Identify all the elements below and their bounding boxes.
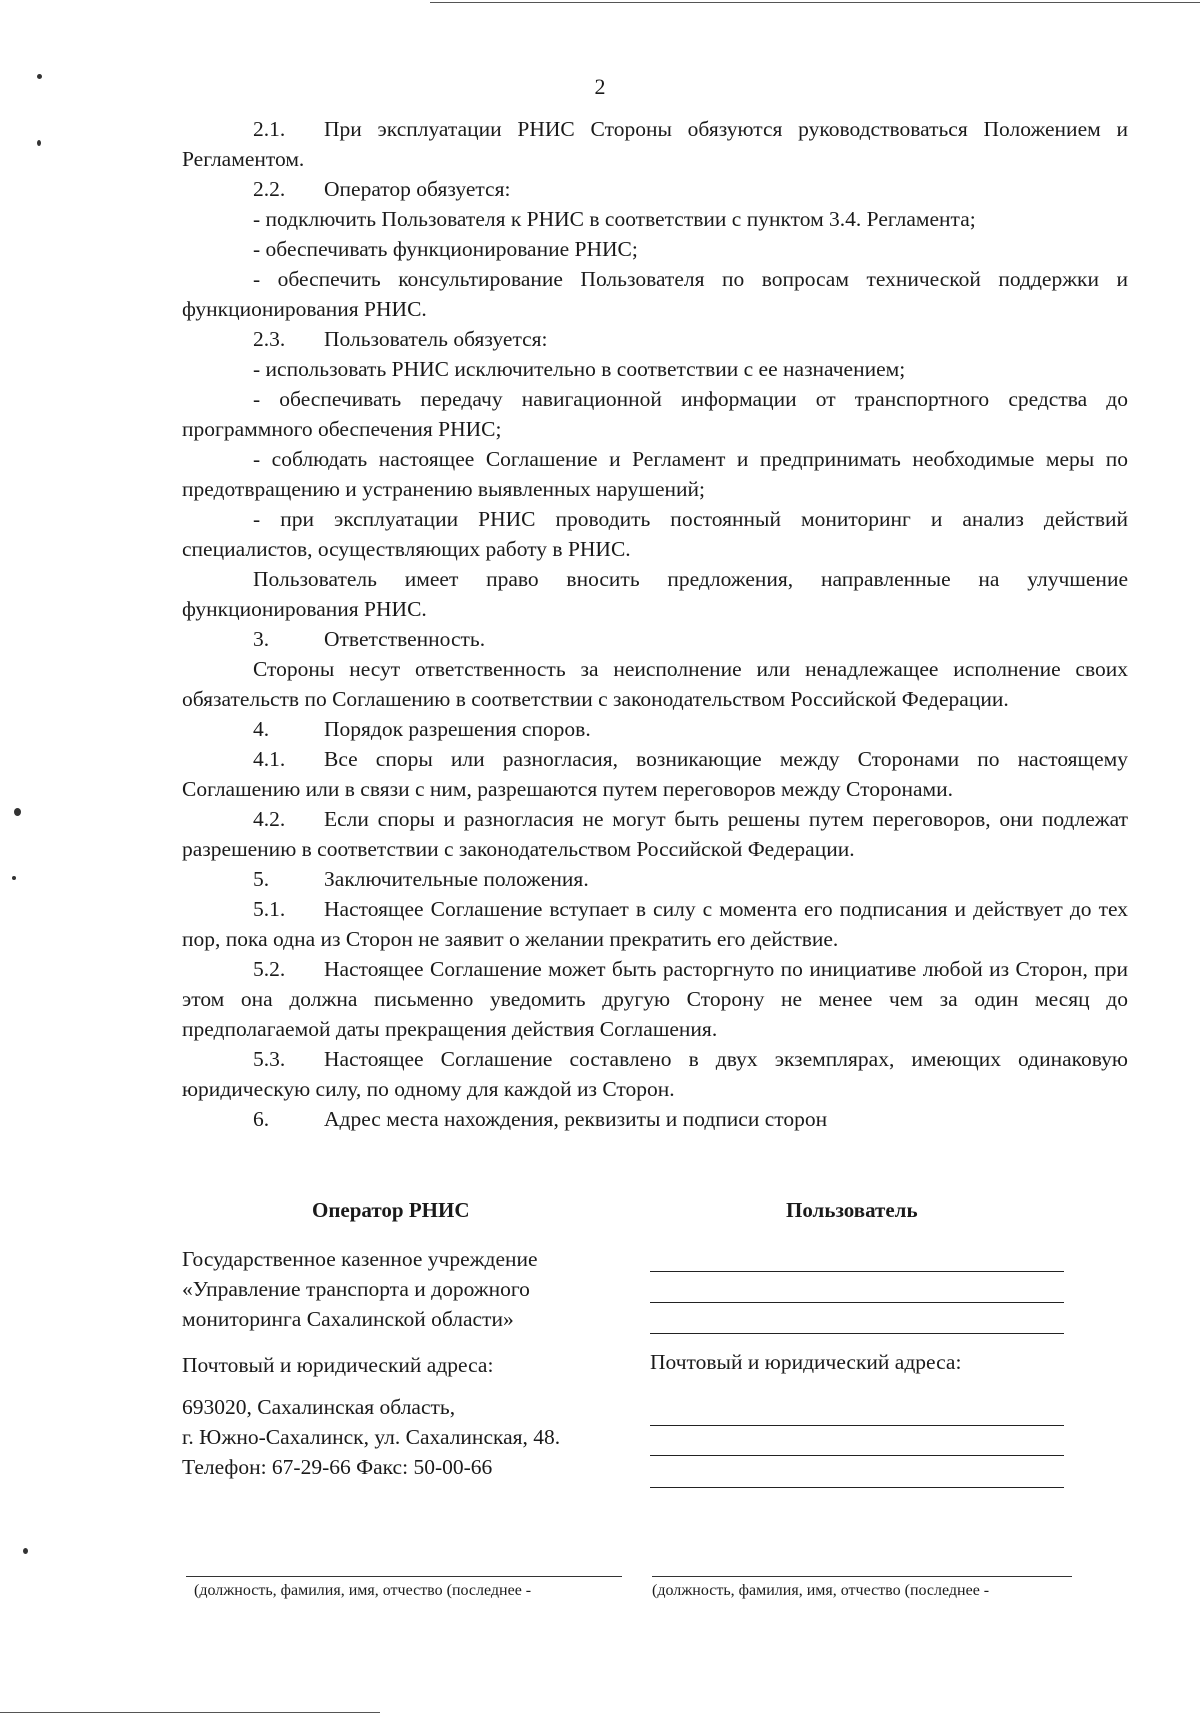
section-heading [182, 714, 1128, 744]
user-address-blank[interactable] [650, 1425, 1064, 1426]
address-line: Телефон: 67-29-66 Факс: 50-00-66 [182, 1455, 493, 1479]
address-line: 693020, Сахалинская область, [182, 1395, 456, 1419]
clause-text: Настоящее Соглашение составлено в двух экземплярах, имеющих одинаковую юридическую силу, по одному для каждой из Сторон. [182, 1047, 1128, 1101]
section-title: Адрес места нахождения, реквизиты и подписи сторон [324, 1107, 828, 1131]
list-item-text: - при эксплуатации РНИС проводить постоянный мониторинг и анализ действий специалистов, осуществляющих работу в РНИС. [182, 507, 1128, 561]
list-item-text: - использовать РНИС исключительно в соответствии с ее назначением; [253, 357, 906, 381]
section-title: Заключительные положения. [324, 867, 589, 891]
user-address-label: Почтовый и юридический адреса: [650, 1350, 962, 1374]
org-line: мониторинга Сахалинской области» [182, 1307, 514, 1331]
paragraph-text: Пользователь имеет право вносить предложения, направленные на улучшение функционирования РНИС. [182, 567, 1128, 621]
user-name-blank[interactable] [650, 1271, 1064, 1272]
list-item [182, 234, 1128, 264]
section-number: 3. [253, 627, 270, 651]
clause-number: 5.1. [253, 897, 286, 921]
clause-paragraph [182, 174, 1128, 204]
list-item-text: - обеспечивать функционирование РНИС; [253, 237, 638, 261]
section-heading [182, 624, 1128, 654]
user-name-blank[interactable] [650, 1333, 1064, 1334]
operator-address [182, 1392, 560, 1482]
agreement-body [182, 114, 1128, 1134]
clause-paragraph [182, 894, 1128, 954]
org-line: Государственное казенное учреждение [182, 1247, 538, 1271]
section-title: Порядок разрешения споров. [324, 717, 591, 741]
clause-text: Настоящее Соглашение может быть расторгнуто по инициативе любой из Сторон, при этом она должна письменно уведомить другую Сторону не менее чем за один месяц до предполагаемой даты прекращения действия Соглашения. [182, 957, 1128, 1041]
operator-organization [182, 1244, 538, 1334]
list-item [182, 204, 1128, 234]
list-item-text: - соблюдать настоящее Соглашение и Регламент и предпринимать необходимые меры по предотвращению и устранению выявленных нарушений; [182, 447, 1128, 501]
clause-number: 4.2. [253, 807, 286, 831]
clause-text: Настоящее Соглашение вступает в силу с момента его подписания и действует до тех пор, пока одна из Сторон не заявит о желании прекратить его действие. [182, 897, 1128, 951]
clause-text: При эксплуатации РНИС Стороны обязуются руководствоваться Положением и Регламентом. [182, 117, 1128, 171]
clause-number: 2.1. [253, 117, 286, 141]
list-item [182, 264, 1128, 324]
clause-paragraph [182, 804, 1128, 864]
clause-text: Оператор обязуется: [324, 177, 511, 201]
scan-speck [37, 140, 41, 146]
org-line: «Управление транспорта и дорожного [182, 1277, 530, 1301]
clause-paragraph [182, 954, 1128, 1044]
user-name-blank[interactable] [650, 1302, 1064, 1303]
list-item [182, 354, 1128, 384]
user-signature-line[interactable] [652, 1576, 1072, 1577]
section-heading [182, 1104, 1128, 1134]
scan-speck [14, 808, 21, 816]
scan-speck [12, 876, 16, 880]
list-item [182, 504, 1128, 564]
list-item [182, 444, 1128, 504]
user-address-blank[interactable] [650, 1455, 1064, 1456]
scan-edge-bottom [0, 1712, 380, 1713]
clause-text: Все споры или разногласия, возникающие между Сторонами по настоящему Соглашению или в связи с ним, разрешаются путем переговоров между Сторонами. [182, 747, 1128, 801]
list-item-text: - обеспечить консультирование Пользователя по вопросам технической поддержки и функционирования РНИС. [182, 267, 1128, 321]
clause-number: 2.3. [253, 327, 286, 351]
user-address-blank[interactable] [650, 1487, 1064, 1488]
section-number: 5. [253, 867, 270, 891]
section-number: 6. [253, 1107, 270, 1131]
section-number: 4. [253, 717, 270, 741]
list-item-text: - обеспечивать передачу навигационной информации от транспортного средства до программного обеспечения РНИС; [182, 387, 1128, 441]
clause-paragraph [182, 744, 1128, 804]
section-title: Ответственность. [324, 627, 486, 651]
section-heading [182, 864, 1128, 894]
user-title: Пользователь [786, 1198, 918, 1222]
operator-address-label: Почтовый и юридический адреса: [182, 1353, 494, 1377]
operator-title: Оператор РНИС [312, 1198, 470, 1222]
clause-number: 2.2. [253, 177, 286, 201]
clause-text: Пользователь обязуется: [324, 327, 548, 351]
operator-signature-line[interactable] [186, 1576, 622, 1577]
scan-edge-top [430, 2, 1200, 3]
body-paragraph [182, 564, 1128, 624]
address-line: г. Южно-Сахалинск, ул. Сахалинская, 48. [182, 1425, 561, 1449]
user-signature-caption: (должность, фамилия, имя, отчество (последнее - [652, 1582, 990, 1599]
clause-number: 5.3. [253, 1047, 286, 1071]
clause-paragraph [182, 324, 1128, 354]
clause-paragraph [182, 1044, 1128, 1104]
list-item [182, 384, 1128, 444]
paragraph-text: Стороны несут ответственность за неисполнение или ненадлежащее исполнение своих обязательств по Соглашению в соответствии с законодательством Российской Федерации. [182, 657, 1128, 711]
page-number: 2 [594, 74, 606, 99]
scan-speck [23, 1548, 28, 1554]
operator-signature-caption: (должность, фамилия, имя, отчество (последнее - [194, 1582, 532, 1599]
clause-paragraph [182, 114, 1128, 174]
list-item-text: - подключить Пользователя к РНИС в соответствии с пунктом 3.4. Регламента; [253, 207, 976, 231]
clause-number: 5.2. [253, 957, 286, 981]
body-paragraph [182, 654, 1128, 714]
clause-text: Если споры и разногласия не могут быть решены путем переговоров, они подлежат разрешению в соответствии с законодательством Российской Федерации. [182, 807, 1128, 861]
clause-number: 4.1. [253, 747, 286, 771]
